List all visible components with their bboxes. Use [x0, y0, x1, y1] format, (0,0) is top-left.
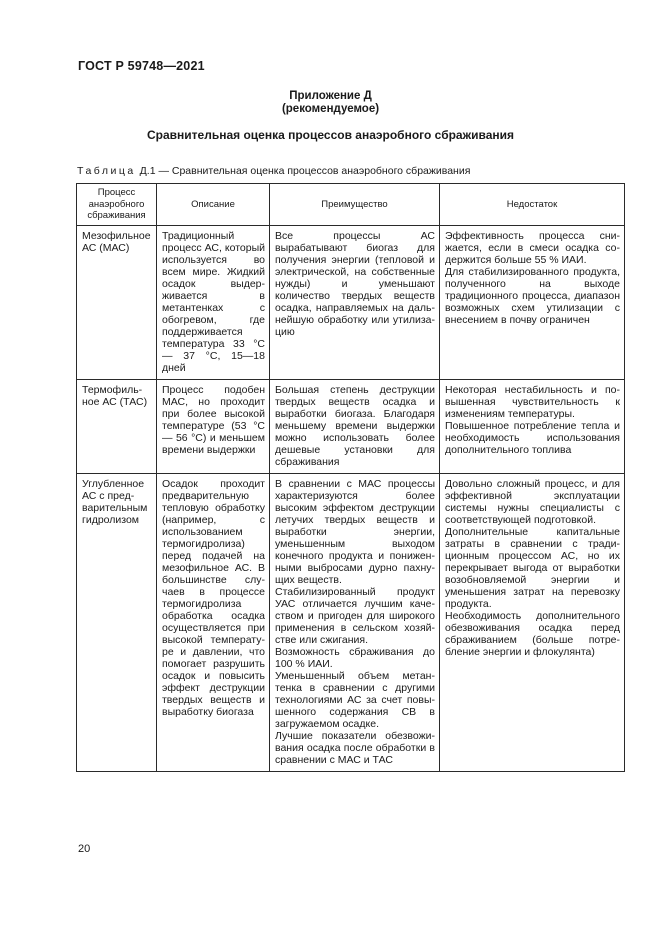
header-description: Описание	[157, 184, 270, 226]
cell-paragraph: Мезофильное АС (МАС)	[82, 229, 151, 254]
cell-paragraph: Все процессы АС вырабатывают биогаз для получения энергии (тепловой и электрической, на собственные нужды) и уменьшают количество твердых веществ осадка, направляемых на дальнейшую обработку или утилизацию	[275, 229, 435, 338]
cell-paragraph: Традиционный процесс АС, который используется во всем мире. Жидкий осадок выдерживается в метантенках с обогревом, где поддерживается температура 33 °С — 37 °С, 15—18 дней	[162, 229, 265, 374]
cell-description	[157, 379, 270, 473]
cell-paragraph: Довольно сложный процесс, и для эффективной эксплуатации системы нужны специалисты с соответствующей подготовкой.	[445, 477, 620, 526]
cell-process	[77, 473, 157, 771]
page-title: Сравнительная оценка процессов анаэробного сбраживания	[146, 128, 515, 142]
appendix-label: Приложение Д	[289, 90, 372, 102]
cell-paragraph: Уменьшенный объем метантенка в сравнении с другими технологиями АС за счет повышенного содержания СВ в загружаемом осадке.	[275, 669, 435, 730]
cell-paragraph: Дополнительные капитальные затраты в сравнении с традиционным процессом АС, но их перекрывает выгода от выработки возобновляемой энергии и уменьшения затрат на перевозку продукта.	[445, 525, 620, 610]
cell-paragraph: Термофильное АС (ТАС)	[82, 383, 148, 408]
cell-paragraph: Эффективность процесса снижается, если в смеси осадка содержится больше 55 % ИАИ.	[445, 229, 620, 266]
cell-paragraph: Стабилизированный продукт УАС отличается лучшим качеством и пригоден для широкого применения в сельском хозяйстве или сжигания.	[275, 585, 435, 646]
table-caption	[77, 165, 470, 177]
table-row	[77, 379, 625, 473]
cell-paragraph: Повышенное потребление тепла и необходимость использования дополнительного топлива	[445, 419, 620, 456]
appendix-note: (рекомендуемое)	[281, 103, 380, 115]
cell-description	[157, 473, 270, 771]
comparison-table	[76, 183, 625, 772]
cell-description	[157, 225, 270, 379]
doc-number: ГОСТ Р 59748—2021	[78, 59, 205, 73]
cell-advantage	[270, 379, 440, 473]
table-header-row	[77, 184, 625, 226]
page-number: 20	[78, 843, 91, 855]
cell-paragraph: Осадок проходит предварительную тепловую обработку (например, с использованием термогидролиза) перед подачей на мезофильное АС. В большинстве случаев в процессе термогидролиза обработка осадка осуществляется при высокой температуре и давлении, что помогает разрушить осадок и повысить эффект деструкции твердых веществ и выработку биогаза	[162, 477, 265, 718]
cell-paragraph: Для стабилизированного продукта, полученного на выходе традиционного процесса, диапазон возможных схем утилизации с внесением в почву ограничен	[445, 265, 620, 326]
cell-disadvantage	[440, 225, 625, 379]
cell-disadvantage	[440, 473, 625, 771]
cell-paragraph: Необходимость дополнительного обезвоживания осадка перед сбраживанием (больше потребление энергии и флокулянта)	[445, 609, 620, 658]
header-process: Процесс анаэробного сбраживания	[77, 184, 157, 226]
cell-paragraph: Углубленное АС с предварительным гидролизом	[82, 477, 148, 526]
header-disadvantage: Недостаток	[440, 184, 625, 226]
cell-paragraph: В сравнении с МАС процессы характеризуются более высоким эффектом деструкции летучих твердых веществ и выработки энергии, уменьшенным выходом конечного продукта и пониженными выбросами дурно пахнущих веществ.	[275, 477, 435, 586]
cell-paragraph: Лучшие показатели обезвоживания осадка после обработки в сравнении с МАС и ТАС	[275, 729, 435, 766]
comparison-table-wrapper	[76, 183, 625, 772]
appendix-heading	[0, 90, 661, 116]
cell-process	[77, 225, 157, 379]
table-caption-word: Таблица	[77, 165, 136, 177]
cell-paragraph: Большая степень деструкции твердых веществ осадка и выработки биогаза. Благодаря меньшему времени выдержки можно использовать более дешевые установки для сбраживания	[275, 383, 435, 468]
cell-disadvantage	[440, 379, 625, 473]
cell-paragraph: Некоторая нестабильность и повышенная чувствительность к изменениям температуры.	[445, 383, 620, 420]
cell-paragraph: Возможность сбраживания до 100 % ИАИ.	[275, 645, 435, 670]
cell-advantage	[270, 473, 440, 771]
cell-paragraph: Процесс подобен МАС, но проходит при более высокой температуре (53 °С — 56 °С) и меньшем времени выдержки	[162, 383, 265, 456]
table-caption-rest: Д.1 — Сравнительная оценка процессов анаэробного сбраживания	[139, 165, 471, 177]
cell-advantage	[270, 225, 440, 379]
header-advantage: Преимущество	[270, 184, 440, 226]
cell-process	[77, 379, 157, 473]
table-row	[77, 473, 625, 771]
table-row	[77, 225, 625, 379]
